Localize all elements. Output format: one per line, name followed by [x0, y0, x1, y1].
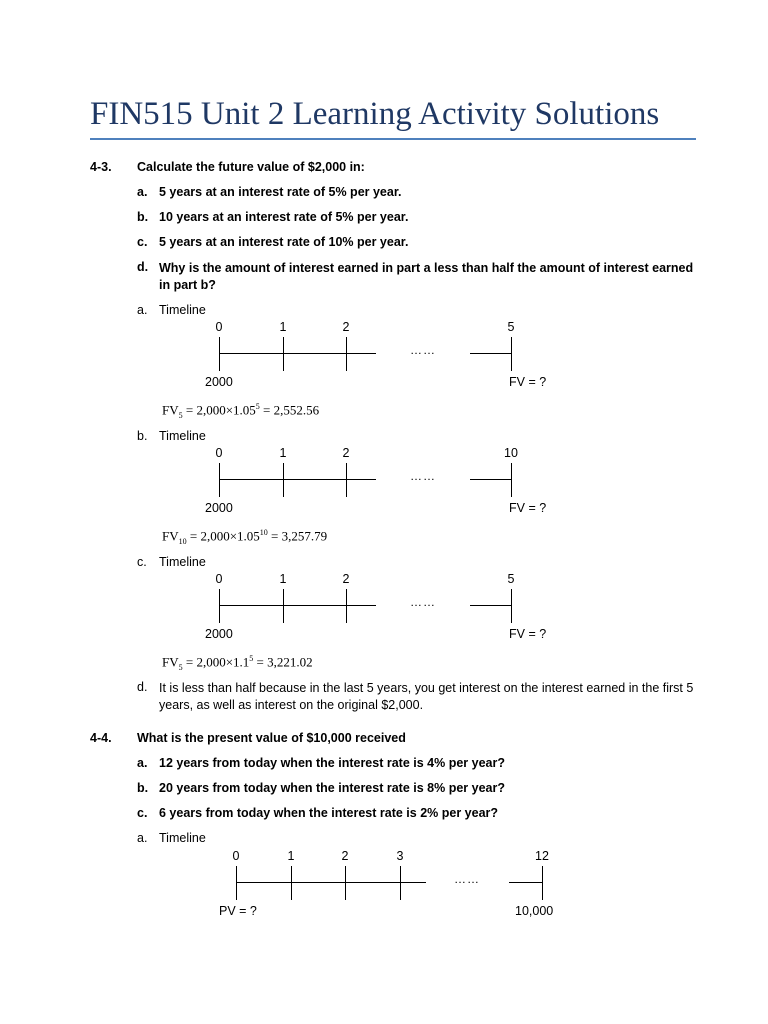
- cash-flow-value: FV = ?: [509, 375, 547, 389]
- tick-label: 2: [341, 849, 349, 863]
- formula-subscript: 5: [178, 410, 183, 420]
- timeline-tick: [346, 463, 347, 497]
- timeline-ellipsis: ……: [410, 595, 436, 609]
- timeline-tick: [219, 337, 220, 371]
- part-text: 20 years from today when the interest rate is 8% per year?: [159, 781, 505, 795]
- question-text: Calculate the future value of $2,000 in:: [137, 160, 365, 174]
- answer-letter: a.: [137, 831, 148, 845]
- part-text: 5 years at an interest rate of 5% per year.: [159, 185, 402, 199]
- timeline-axis: [236, 882, 426, 883]
- part-text: 6 years from today when the interest rate is 2% per year?: [159, 806, 499, 820]
- part-letter: a.: [137, 185, 148, 199]
- tick-label: 1: [279, 572, 287, 586]
- timeline-tick: [283, 589, 284, 623]
- timeline-label: Timeline: [159, 555, 206, 569]
- timeline-tick: [283, 463, 284, 497]
- timeline-tick: [346, 589, 347, 623]
- cash-flow-value: PV = ?: [219, 904, 257, 918]
- tick-label: 1: [279, 446, 287, 460]
- timeline-tick: [283, 337, 284, 371]
- timeline-tick: [511, 463, 512, 497]
- tick-label: 1: [287, 849, 295, 863]
- timeline-tick: [236, 866, 237, 900]
- timeline-axis: [219, 605, 376, 606]
- answer-letter: d.: [137, 680, 148, 694]
- tick-label: 5: [507, 320, 515, 334]
- timeline-axis: [470, 605, 511, 606]
- answer-text: It is less than half because in the last 5 years, you get interest on the interest earned in the first 5 years, as well as interest on the original $2,000.: [159, 681, 694, 712]
- formula-fv: FV: [162, 654, 179, 670]
- formula-expression: = 2,000×1.1: [182, 654, 250, 670]
- cash-flow-value: FV = ?: [509, 501, 547, 515]
- part-letter: d.: [137, 260, 149, 274]
- formula: [162, 528, 327, 546]
- question-text: What is the present value of $10,000 received: [137, 731, 406, 745]
- timeline-label: Timeline: [159, 303, 206, 317]
- timeline-tick: [219, 589, 220, 623]
- timeline-tick: [511, 589, 512, 623]
- formula: [162, 402, 319, 420]
- cash-flow-value: 2000: [205, 627, 233, 641]
- tick-label: 0: [215, 572, 223, 586]
- formula: [162, 654, 313, 672]
- tick-label: 3: [396, 849, 404, 863]
- part-text: 10 years at an interest rate of 5% per year.: [159, 210, 409, 224]
- part-letter: c.: [137, 235, 148, 249]
- answer-letter: b.: [137, 429, 148, 443]
- timeline-ellipsis: ……: [410, 469, 436, 483]
- part-letter: c.: [137, 806, 148, 820]
- title-divider: [90, 138, 696, 140]
- cash-flow-value: 2000: [205, 501, 233, 515]
- tick-label: 5: [507, 572, 515, 586]
- part-text: Why is the amount of interest earned in part a less than half the amount of interest earned in part b?: [159, 261, 694, 292]
- tick-label: 2: [342, 320, 350, 334]
- tick-label: 0: [215, 320, 223, 334]
- part-letter: a.: [137, 756, 148, 770]
- formula-result: = 2,552.56: [259, 402, 320, 418]
- timeline-tick: [511, 337, 512, 371]
- formula-expression: = 2,000×1.05: [186, 528, 260, 544]
- timeline-tick: [400, 866, 401, 900]
- page-title: FIN515 Unit 2 Learning Activity Solutions: [90, 96, 660, 132]
- formula-subscript: 5: [178, 662, 183, 672]
- timeline-axis: [509, 882, 542, 883]
- question-number: 4-4.: [90, 731, 112, 745]
- part-letter: b.: [137, 210, 149, 224]
- cash-flow-value: 10,000: [515, 904, 554, 918]
- formula-fv: FV: [162, 402, 179, 418]
- timeline-tick: [345, 866, 346, 900]
- part-text: 12 years from today when the interest rate is 4% per year?: [159, 756, 505, 770]
- tick-label: 2: [342, 572, 350, 586]
- timeline-axis: [470, 479, 511, 480]
- formula-exponent: 5: [255, 402, 260, 411]
- timeline-tick: [219, 463, 220, 497]
- timeline-tick: [346, 337, 347, 371]
- cash-flow-value: 2000: [205, 375, 233, 389]
- answer-letter: a.: [137, 303, 148, 317]
- formula-subscript: 10: [178, 536, 187, 546]
- timeline-label: Timeline: [159, 831, 206, 845]
- formula-expression: = 2,000×1.05: [182, 402, 256, 418]
- timeline-axis: [219, 479, 376, 480]
- tick-label: 12: [535, 849, 549, 863]
- timeline-ellipsis: ……: [454, 872, 480, 886]
- timeline-ellipsis: ……: [410, 343, 436, 357]
- cash-flow-value: FV = ?: [509, 627, 547, 641]
- timeline-tick: [291, 866, 292, 900]
- tick-label: 0: [215, 446, 223, 460]
- tick-label: 2: [342, 446, 350, 460]
- timeline-tick: [542, 866, 543, 900]
- formula-result: = 3,257.79: [267, 528, 328, 544]
- question-number: 4-3.: [90, 160, 112, 174]
- timeline-axis: [219, 353, 376, 354]
- part-text: 5 years at an interest rate of 10% per year.: [159, 235, 409, 249]
- tick-label: 1: [279, 320, 287, 334]
- tick-label: 0: [232, 849, 240, 863]
- part-letter: b.: [137, 781, 149, 795]
- formula-fv: FV: [162, 528, 179, 544]
- tick-label: 10: [504, 446, 518, 460]
- formula-exponent: 5: [249, 654, 254, 663]
- answer-letter: c.: [137, 555, 147, 569]
- timeline-axis: [470, 353, 511, 354]
- timeline-label: Timeline: [159, 429, 206, 443]
- formula-exponent: 10: [259, 528, 268, 537]
- formula-result: = 3,221.02: [253, 654, 313, 670]
